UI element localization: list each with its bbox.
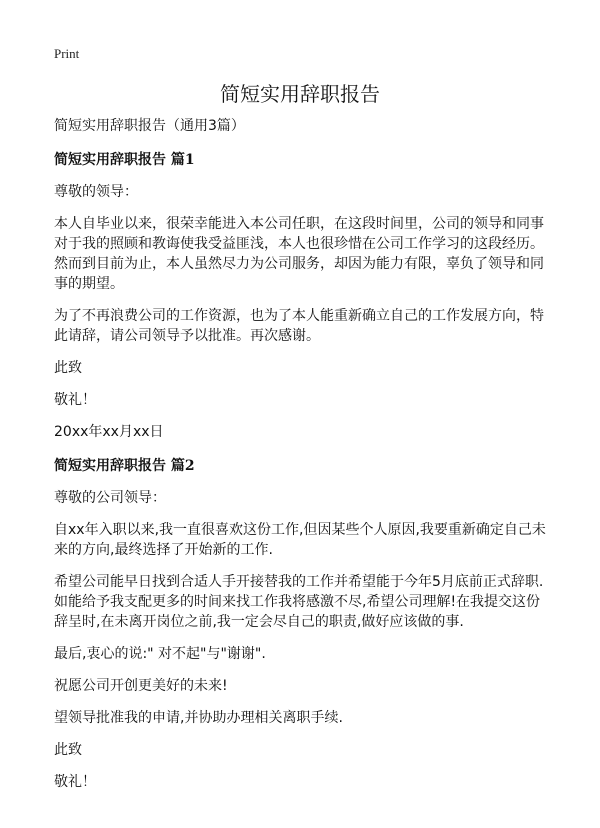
body-paragraph: 最后,衷心的说:" 对不起"与"谢谢". bbox=[54, 646, 266, 662]
print-link[interactable]: Print bbox=[54, 46, 80, 61]
body-paragraph: 希望公司能早日找到合适人手开接替我的工作并希望能于今年5月底前正式辞职.如能给予我支配更多的时间来找工作我将感激不尽,希望公司理解!在我提交这份辞呈时,在未离开岗位之前,我一定会尽自己的职责,做好应该做的事. bbox=[54, 574, 544, 630]
letter-date: 20xx年xx月xx日 bbox=[54, 424, 164, 440]
section-heading: 简短实用辞职报告 篇2 bbox=[54, 458, 195, 474]
body-paragraph: 望领导批准我的申请,并协助办理相关离职手续. bbox=[54, 710, 343, 726]
section-2 bbox=[54, 456, 554, 792]
document-title: 简短实用辞职报告 bbox=[220, 82, 380, 106]
closing-line: 敬礼！ bbox=[54, 392, 96, 408]
document-body bbox=[54, 116, 554, 804]
salutation: 尊敬的领导： bbox=[54, 184, 138, 200]
body-paragraph: 为了不再浪费公司的工作资源，也为了本人能重新确立自己的工作发展方向，特此请辞，请公司领导予以批准。再次感谢。 bbox=[54, 308, 544, 344]
section-1 bbox=[54, 150, 554, 442]
closing-line: 此致 bbox=[54, 742, 82, 758]
body-paragraph: 本人自毕业以来，很荣幸能进入本公司任职，在这段时间里，公司的领导和同事对于我的照顾和教诲使我受益匪浅，本人也很珍惜在公司工作学习的这段经历。然而到目前为止，本人虽然尽力为公司服务，却因为能力有限，辜负了领导和同事的期望。 bbox=[54, 216, 544, 292]
body-paragraph: 祝愿公司开创更美好的未来! bbox=[54, 678, 228, 694]
salutation: 尊敬的公司领导： bbox=[54, 490, 166, 506]
closing-line: 此致 bbox=[54, 360, 82, 376]
section-heading: 简短实用辞职报告 篇1 bbox=[54, 152, 195, 168]
document-subtitle: 简短实用辞职报告（通用3篇） bbox=[54, 118, 245, 134]
closing-line: 敬礼！ bbox=[54, 774, 96, 790]
body-paragraph: 自xx年入职以来,我一直很喜欢这份工作,但因某些个人原因,我要重新确定自己未来的方向,最终选择了开始新的工作. bbox=[54, 522, 546, 558]
